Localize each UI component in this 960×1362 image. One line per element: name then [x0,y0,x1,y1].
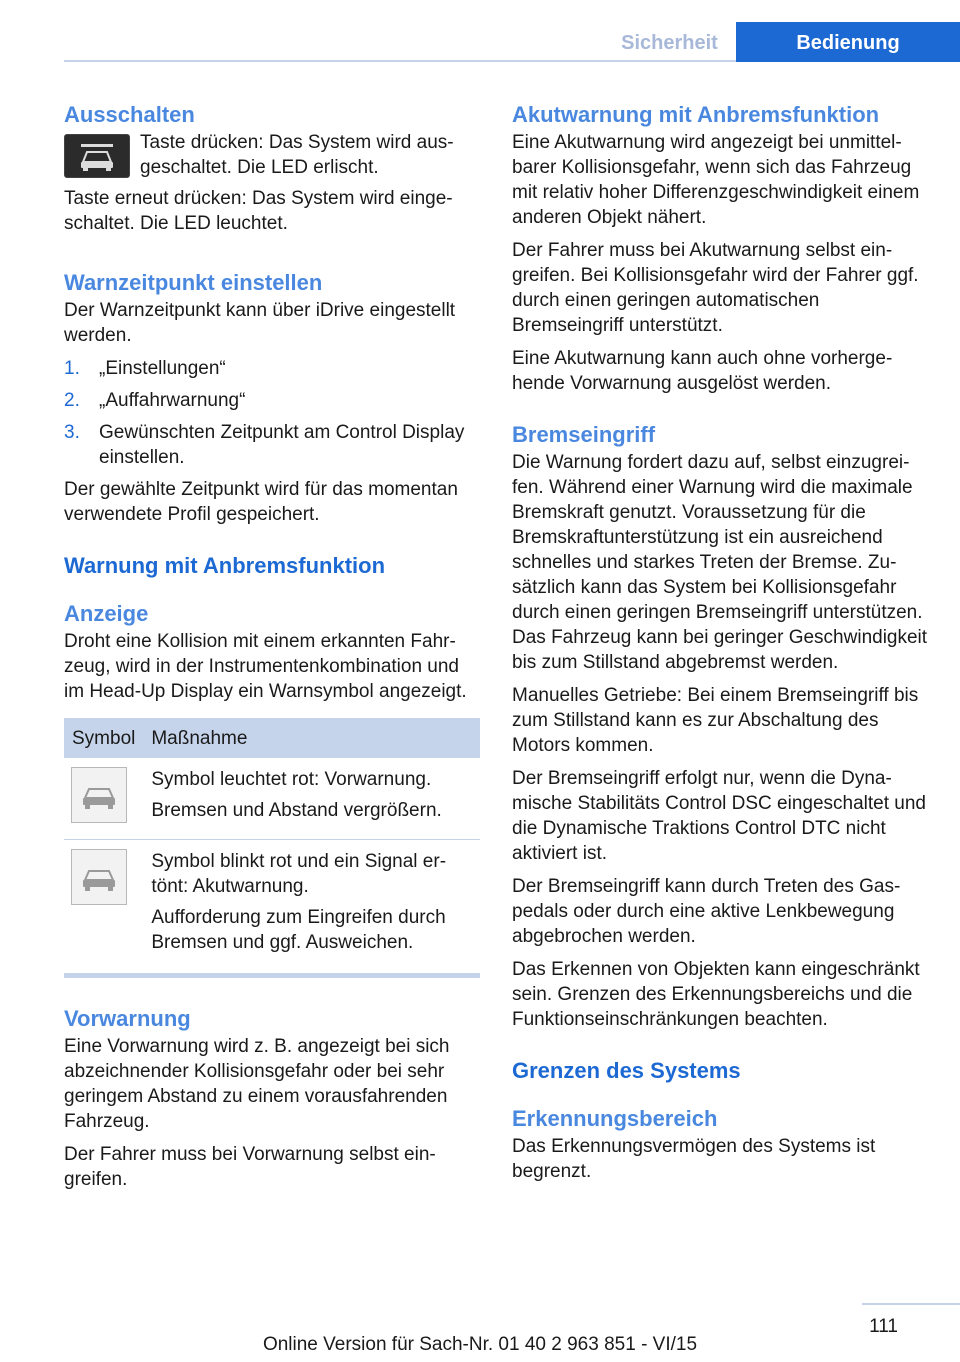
step-number: 2. [64,390,80,411]
bremseingriff-text: Die Warnung fordert dazu auf, selbst einzugreifen. Während einer Warnung wird die maximale Bremskraft genutzt. Voraussetzung für die Bremskraftunterstützung ist ein ausreichend schnelles und starkes Treten der Bremse. Zusätzlich kann das System bei Kollisionsgefahr durch einen geringen Bremseingriff unterstützen. Das Fahrzeug kann bei geringer Geschwindigkeit bis zum Stillstand abgebremst werden. [512,452,928,673]
row2-line1: Symbol blinkt rot und ein Signal ertönt: Akutwarnung. [151,851,447,897]
tab-sicherheit[interactable]: Sicherheit [621,32,718,54]
ausschalten-text-2: Taste erneut drücken: Das System wird eingeschaltet. Die LED leuchtet. [64,188,453,234]
page-number: 111 [869,1316,898,1337]
step-text: „Einstellungen“ [99,358,226,379]
bremseingriff-text-5: Das Erkennen von Objekten kann eingeschränkt sein. Grenzen des Erkennungsbereichs und die Funktionseinschränkungen beachten. [512,959,920,1030]
list-item [64,356,480,381]
row2-line2: Aufforderung zum Eingreifen durch Bremsen und ggf. Ausweichen. [151,907,446,953]
warnung-heading: Warnung mit Anbremsfunktion [64,553,386,578]
vorwarnung-heading: Vorwarnung [64,1006,191,1031]
warnzeitpunkt-text-2: Der gewählte Zeitpunkt wird für das momentan verwendete Profil gespeichert. [64,479,458,525]
table-header-symbol: Symbol [64,718,143,758]
step-number: 1. [64,358,80,379]
ausschalten-row [64,130,480,180]
bremseingriff-heading: Bremseingriff [512,422,656,447]
erkennungsbereich-heading: Erkennungsbereich [512,1106,718,1131]
footer-rule [862,1303,960,1305]
bremseingriff-text-4: Der Bremseingriff kann durch Treten des Gaspedals oder durch eine aktive Lenkbewegung abgebrochen werden. [512,876,901,947]
anzeige-heading: Anzeige [64,601,149,626]
grenzen-heading: Grenzen des Systems [512,1058,741,1083]
table-row [64,840,480,972]
bremseingriff-text-3: Der Bremseingriff erfolgt nur, wenn die Dynamische Stabilitäts Control DSC eingeschaltet und die Dynamische Traktions Control DTC nicht aktiviert ist. [512,768,926,864]
collision-warning-button-icon [64,134,130,178]
right-column [512,100,930,1192]
online-version-footer: Online Version für Sach-Nr. 01 40 2 963 851 - VI/15 [262,1334,698,1355]
list-item [64,388,480,413]
row1-line2: Bremsen und Abstand vergrößern. [151,800,442,821]
step-text: „Auffahrwarnung“ [99,390,246,411]
warnzeitpunkt-text: Der Warnzeitpunkt kann über iDrive eingestellt werden. [64,300,456,346]
vorwarnung-text-2: Der Fahrer muss bei Vorwarnung selbst eingreifen. [64,1144,436,1190]
table-row [64,758,480,840]
akutwarnung-heading: Akutwarnung mit Anbremsfunktion [512,102,880,127]
bremseingriff-text-2: Manuelles Getriebe: Bei einem Bremseingriff bis zum Stillstand kann es zur Abschaltung des Motors kommen. [512,685,919,756]
step-number: 3. [64,422,80,443]
symbol-table [64,718,480,971]
table-header-massnahme: Maßnahme [143,718,480,758]
vorwarnung-text: Eine Vorwarnung wird z. B. angezeigt bei sich abzeichnender Kollisionsgefahr oder bei sehr geringem Abstand zu einem vorausfahrenden Fahrzeug. [64,1036,450,1132]
ausschalten-text: Taste drücken: Das System wird ausgeschaltet. Die LED erlischt. [140,132,454,178]
warnzeitpunkt-heading: Warnzeitpunkt einstellen [64,270,323,295]
ausschalten-heading: Ausschalten [64,102,195,127]
car-warning-icon [71,767,127,823]
anzeige-text: Droht eine Kollision mit einem erkannten Fahrzeug, wird in der Instrumentenkombination und im Head-Up Display ein Warnsymbol angezeigt. [64,631,467,702]
left-column [64,100,480,1200]
akutwarnung-text-2: Der Fahrer muss bei Akutwarnung selbst eingreifen. Bei Kollisionsgefahr wird der Fahrer ggf. durch einen geringen automatischen Bremseingriff unterstützt. [512,240,919,336]
akutwarnung-text: Eine Akutwarnung wird angezeigt bei unmittelbarer Kollisionsgefahr, wenn sich das Fahrzeug mit relativ hoher Differenzgeschwindigkeit einem anderen Objekt nähert. [512,132,920,228]
car-warning-blink-icon [71,849,127,905]
list-item [64,420,480,470]
row1-line1: Symbol leuchtet rot: Vorwarnung. [151,769,432,790]
erkennungsbereich-text: Das Erkennungsvermögen des Systems ist begrenzt. [512,1136,876,1182]
steps-list [64,356,480,470]
tab-bedienung[interactable]: Bedienung [736,22,960,62]
step-text: Gewünschten Zeitpunkt am Control Display einstellen. [99,422,465,468]
akutwarnung-text-3: Eine Akutwarnung kann auch ohne vorhergehende Vorwarnung ausgelöst werden. [512,348,893,394]
